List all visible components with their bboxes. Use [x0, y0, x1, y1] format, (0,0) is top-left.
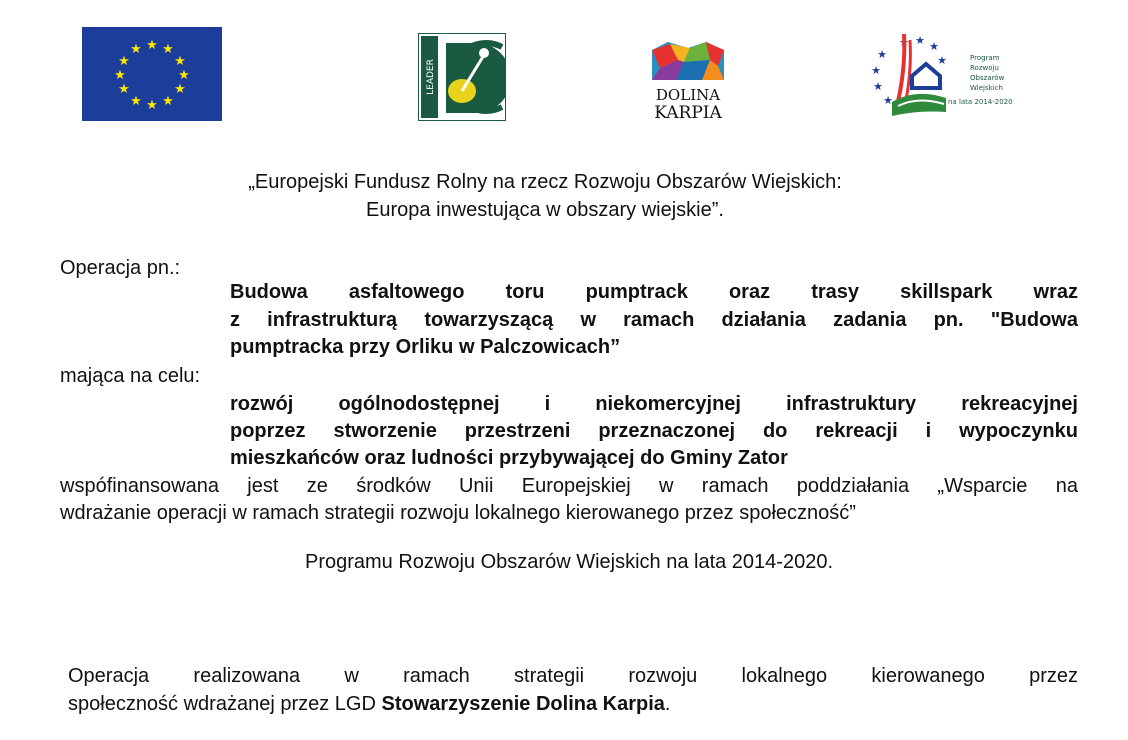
prow-line2: Rozwoju	[970, 64, 999, 72]
svg-text:★: ★	[178, 68, 190, 83]
eu-flag-logo	[82, 27, 222, 121]
svg-text:★: ★	[146, 98, 158, 113]
operation-title-line-2: z infrastrukturą towarzyszącą w ramach działania zadania pn. "Budowa	[230, 309, 1078, 331]
svg-text:★: ★	[883, 94, 893, 107]
footer-line-1: Operacja realizowana w ramach strategii rozwoju lokalnego kierowanego przez	[68, 665, 1078, 687]
footer-prefix: społeczność wdrażanej przez LGD	[68, 693, 382, 715]
operation-title-line-1: Budowa asfaltowego toru pumptrack oraz trasy skillspark wraz	[230, 281, 1078, 303]
svg-text:★: ★	[130, 42, 142, 57]
operation-title-line-3: pumptracka przy Orliku w Palczowicach”	[230, 336, 621, 358]
svg-text:★: ★	[174, 82, 186, 97]
leader-logo	[418, 33, 506, 121]
svg-text:★: ★	[162, 94, 174, 109]
dolina-karpia-logo	[648, 40, 728, 124]
svg-text:★: ★	[929, 40, 939, 53]
goal-line-2: poprzez stworzenie przestrzeni przeznaczonej do rekreacji i wypoczynku	[230, 420, 1078, 442]
dolina-line1: DOLINA	[655, 86, 721, 104]
prow-line4: Wiejskich	[970, 84, 1003, 92]
svg-text:★: ★	[118, 54, 130, 69]
prow-line5: na lata 2014-2020	[948, 98, 1013, 106]
svg-text:★: ★	[873, 80, 883, 93]
svg-text:★: ★	[114, 68, 126, 83]
footer-line-2	[68, 692, 670, 716]
goal-line-1: rozwój ogólnodostępnej i niekomercyjnej infrastruktury rekreacyjnej	[230, 393, 1078, 415]
leader-text: LEADER	[426, 59, 436, 95]
svg-text:★: ★	[130, 94, 142, 109]
svg-text:★: ★	[877, 48, 887, 61]
program-line: Programu Rozwoju Obszarów Wiejskich na lata 2014-2020.	[304, 551, 834, 573]
footer-suffix: .	[664, 693, 671, 715]
prow-logo	[866, 30, 1016, 116]
svg-text:★: ★	[146, 38, 158, 53]
lgd-name: Stowarzyszenie Dolina Karpia	[381, 693, 665, 715]
financing-line-2: wdrażanie operacji w ramach strategii rozwoju lokalnego kierowanego przez społeczność”	[60, 502, 856, 524]
prow-line1: Program	[970, 54, 1000, 62]
svg-text:★: ★	[162, 42, 174, 57]
svg-text:★: ★	[899, 36, 909, 49]
dolina-line2: KARPIA	[654, 103, 722, 123]
svg-text:★: ★	[871, 64, 881, 77]
operation-label: Operacja pn.:	[60, 257, 181, 279]
svg-text:★: ★	[937, 54, 947, 67]
prow-line3: Obszarów	[970, 74, 1005, 82]
header-line-1: „Europejski Fundusz Rolny na rzecz Rozwoju Obszarów Wiejskich:	[248, 171, 842, 193]
svg-text:★: ★	[174, 54, 186, 69]
svg-text:★: ★	[118, 82, 130, 97]
goal-label: mająca na celu:	[60, 365, 201, 387]
svg-text:★: ★	[915, 34, 925, 47]
goal-line-3: mieszkańców oraz ludności przybywającej do Gminy Zator	[230, 447, 788, 469]
financing-line-1: wspófinansowana jest ze środków Unii Europejskiej w ramach poddziałania „Wsparcie na	[60, 475, 1078, 497]
header-line-2: Europa inwestująca w obszary wiejskie”.	[366, 199, 724, 221]
